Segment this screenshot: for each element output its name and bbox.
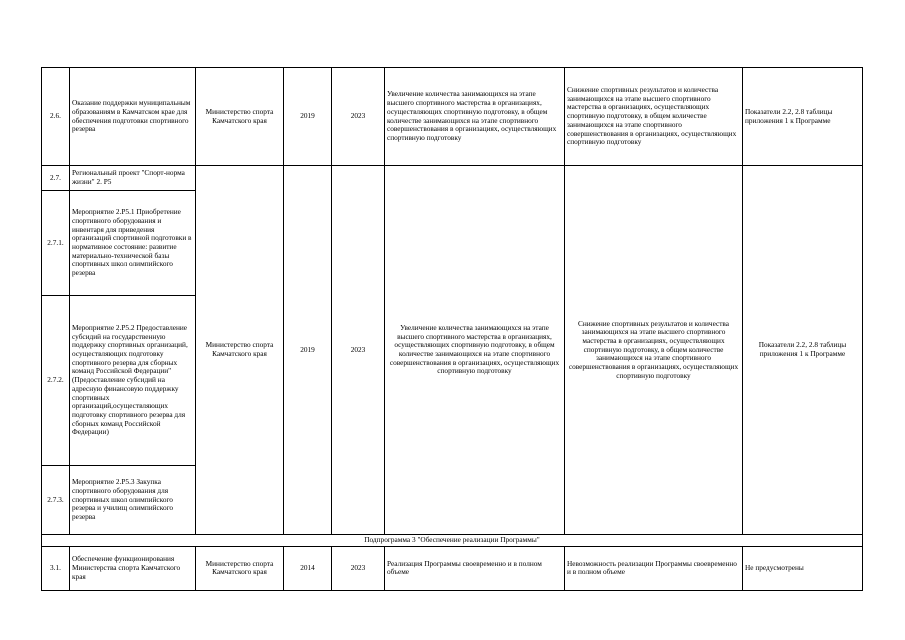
- start-year: 2019: [284, 68, 332, 166]
- related-indicators: Не предусмотрены: [743, 546, 863, 590]
- expected-result: Увеличение количества занимающихся на этапе высшего спортивного мастерства в организациях, осуществляющих спортивную подготовку, в общем количестве занимающихся на этапе спортивного совершенствования в организациях, осуществляющих спортивную подготовку: [385, 68, 565, 166]
- program-measures-table: [41, 67, 863, 591]
- measure-name: Мероприятие 2.Р5.3 Закупка спортивного оборудования для спортивных школ олимпийского резерва и училищ олимпийского резерва: [70, 466, 196, 535]
- expected-result: Реализация Программы своевременно и в полном объеме: [385, 546, 565, 590]
- end-year: 2023: [332, 68, 385, 166]
- table-row-3-1: [42, 546, 863, 590]
- measure-name: Обеспечение функционирования Министерства спорта Камчатского края: [70, 546, 196, 590]
- expected-result: Увеличение количества занимающихся на этапе высшего спортивного мастерства в организациях, осуществляющих спортивную подготовку, в общем количестве занимающихся на этапе спортивного совершенствования в организациях, осуществляющих спортивную подготовку: [385, 166, 565, 535]
- row-number: 2.7.3.: [42, 466, 70, 535]
- related-indicators: Показатели 2.2, 2.8 таблицы приложения 1 к Программе: [743, 166, 863, 535]
- subprogram-title: Подпрограмма 3 "Обеспечение реализации Программы": [42, 535, 863, 547]
- executor: Министерство спорта Камчатского края: [196, 166, 284, 535]
- non-implementation-consequences: Снижение спортивных результатов и количества занимающихся на этапе высшего спортивного мастерства в организациях, осуществляющих спортивную подготовку, в общем количестве занимающихся на этапе спортивного совершенствования в организациях, осуществляющих спортивную подготовку: [565, 68, 743, 166]
- row-number: 3.1.: [42, 546, 70, 590]
- table-row-2-7: [42, 166, 863, 191]
- end-year: 2023: [332, 166, 385, 535]
- executor: Министерство спорта Камчатского края: [196, 546, 284, 590]
- related-indicators: Показатели 2.2, 2.8 таблицы приложения 1 к Программе: [743, 68, 863, 166]
- start-year: 2014: [284, 546, 332, 590]
- measure-name: Региональный проект "Спорт-норма жизни" 2. P5: [70, 166, 196, 191]
- measure-name: Оказание поддержки муниципальным образованиям в Камчатском крае для обеспечения подготовки спортивного резерва: [70, 68, 196, 166]
- row-number: 2.7.: [42, 166, 70, 191]
- non-implementation-consequences: Невозможность реализации Программы своевременно и в полном объеме: [565, 546, 743, 590]
- row-number: 2.7.2.: [42, 296, 70, 466]
- subprogram-header-row: [42, 535, 863, 547]
- row-number: 2.6.: [42, 68, 70, 166]
- end-year: 2023: [332, 546, 385, 590]
- start-year: 2019: [284, 166, 332, 535]
- table-row-2-6: [42, 68, 863, 166]
- row-number: 2.7.1.: [42, 191, 70, 296]
- executor: Министерство спорта Камчатского края: [196, 68, 284, 166]
- measure-name: Мероприятие 2.Р5.2 Предоставление субсидий на государственную поддержку спортивных организаций, осуществляющих подготовку спортивного резерва для сборных команд Российской Федерации" (Предоставление субсидий на адресную финансовую поддержку спортивных организаций,осуществляющих подготовку спортивного резерва для сборных команд Российской Федерации): [70, 296, 196, 466]
- measure-name: Мероприятие 2.Р5.1 Приобретение спортивного оборудования и инвентаря для приведения организаций спортивной подготовки в нормативное состояние: развитие материально-технической базы спортивных школ олимпийского резерва: [70, 191, 196, 296]
- non-implementation-consequences: Снижение спортивных результатов и количества занимающихся на этапе высшего спортивного мастерства в организациях, осуществляющих спортивную подготовку, в общем количестве занимающихся на этапе спортивного совершенствования в организациях, осуществляющих спортивную подготовку: [565, 166, 743, 535]
